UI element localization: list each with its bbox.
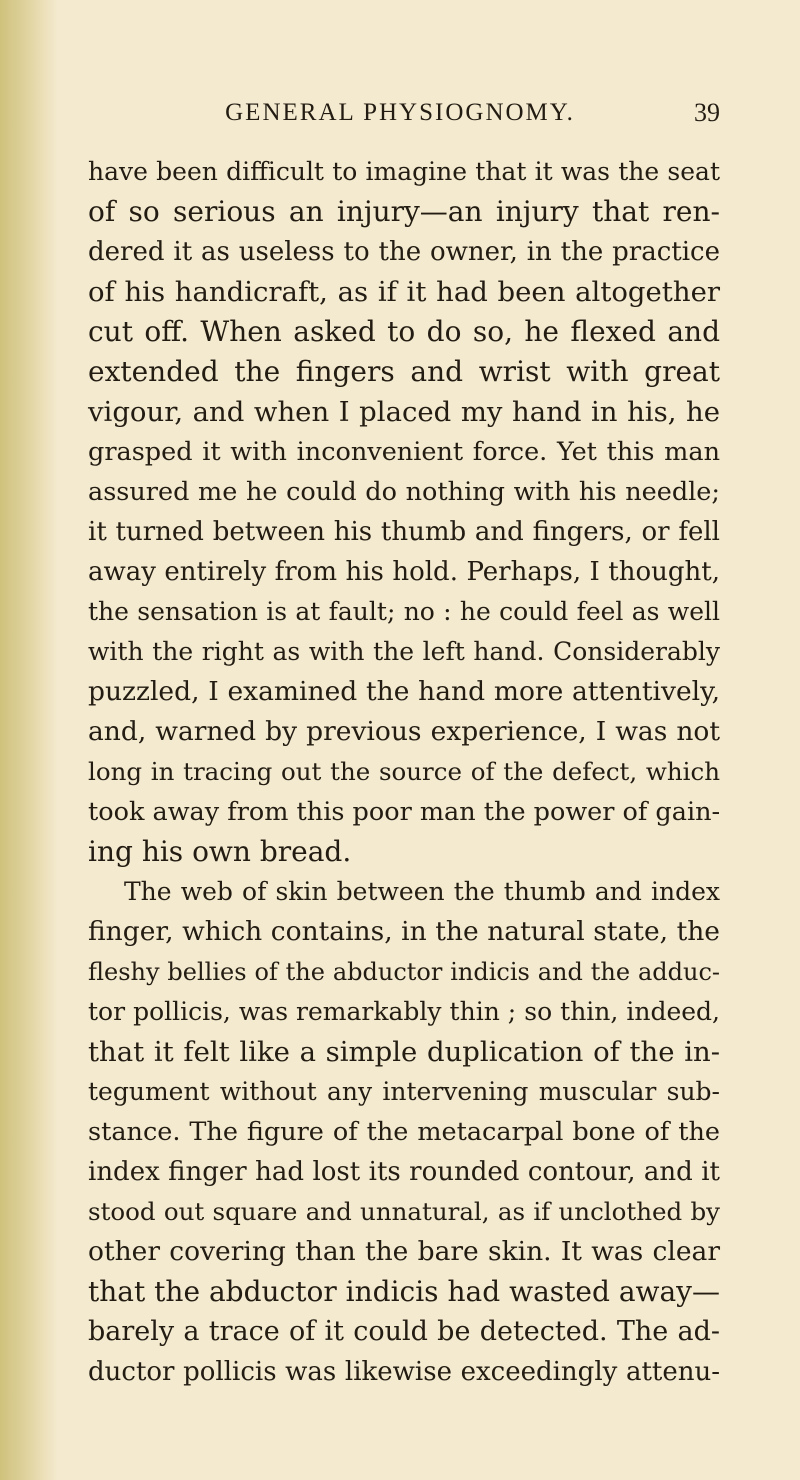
text-line: dered it as useless to the owner, in the practice <box>88 237 720 267</box>
paragraph-start-line: The web of skin between the thumb and index <box>124 877 720 906</box>
text-line: have been difficult to imagine that it was the seat <box>88 157 720 186</box>
text-line: other covering than the bare skin. It was clear <box>88 1236 720 1267</box>
text-line: barely a trace of it could be detected. The ad- <box>88 1316 720 1347</box>
text-line: it turned between his thumb and fingers, or fell <box>88 517 720 547</box>
text-line: that it felt like a simple duplication of the in- <box>88 1036 720 1068</box>
text-line: tegument without any intervening muscular sub- <box>88 1077 720 1106</box>
text-line: that the abductor indicis had wasted away— <box>88 1275 720 1308</box>
text-line: extended the fingers and wrist with great <box>88 355 720 388</box>
text-line: the sensation is at fault; no : he could feel as well <box>88 597 720 626</box>
text-line: and, warned by previous experience, I was not <box>88 716 720 747</box>
text-line: assured me he could do nothing with his needle; <box>88 477 720 507</box>
text-line: stance. The figure of the metacarpal bone of the <box>88 1117 720 1147</box>
text-line: with the right as with the left hand. Considerably <box>88 637 720 666</box>
text-line: away entirely from his hold. Perhaps, I thought, <box>88 557 720 587</box>
text-line: ductor pollicis was likewise exceedingly attenu- <box>88 1357 720 1387</box>
text-line: tor pollicis, was remarkably thin ; so thin, indeed, <box>88 997 720 1026</box>
text-line: puzzled, I examined the hand more attentively, <box>88 676 720 707</box>
text-line: long in tracing out the source of the defect, which <box>88 757 720 786</box>
page-number: 39 <box>694 98 720 127</box>
text-line: fleshy bellies of the abductor indicis and the adduc- <box>88 958 720 986</box>
running-title: GENERAL PHYSIOGNOMY. <box>225 99 575 126</box>
text-line: cut off. When asked to do so, he flexed and <box>88 315 720 348</box>
text-line: index finger had lost its rounded contour, and it <box>88 1157 720 1187</box>
text-line: took away from this poor man the power of gain- <box>88 797 721 827</box>
text-line: stood out square and unnatural, as if unclothed by <box>88 1197 720 1226</box>
text-line: finger, which contains, in the natural state, the <box>88 916 720 947</box>
text-line: of his handicraft, as if it had been altogether <box>88 276 720 308</box>
body-text <box>88 152 720 1392</box>
text-line: vigour, and when I placed my hand in his, he <box>88 396 720 428</box>
running-head <box>80 95 720 131</box>
text-line: grasped it with inconvenient force. Yet this man <box>88 437 720 467</box>
text-line: of so serious an injury—an injury that ren- <box>88 195 720 228</box>
paragraph-end-line: ing his own bread. <box>88 835 352 868</box>
